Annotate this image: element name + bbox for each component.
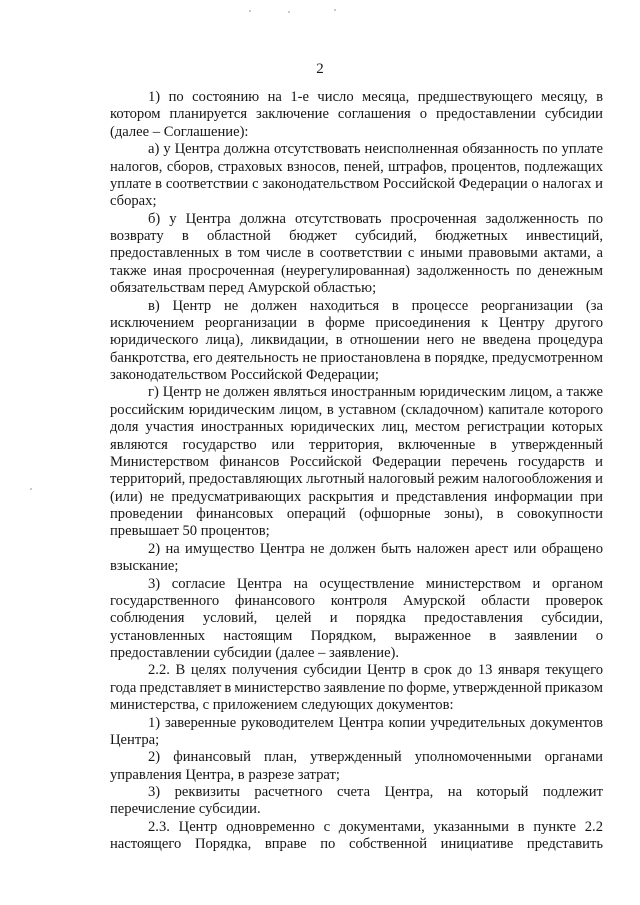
text-line: сборах; — [110, 193, 157, 210]
text-line: обязательствам перед Амурской областью; — [110, 280, 377, 297]
text-line: 1) по состоянию на 1-е число месяца, предшествующего месяцу, в — [148, 89, 603, 105]
text-line: также иная просроченная (неурегулированная) задолженность по денежным — [110, 262, 603, 279]
text-line: уплате в соответствии с законодательством Российской Федерации о налогах и — [110, 175, 603, 192]
text-line: перечисление субсидии. — [110, 801, 261, 818]
text-line: б) у Центра должна отсутствовать просроченная задолженность по — [148, 210, 603, 227]
text-line: законодательством Российской Федерации; — [110, 367, 379, 383]
text-line: 2.2. В целях получения субсидии Центр в срок до 13 января текущего — [148, 662, 603, 679]
text-line: возврату в областной бюджет субсидий, бюджетных инвестиций, — [110, 228, 603, 244]
text-line: 2.3. Центр одновременно с документами, указанными в пункте 2.2 — [148, 818, 603, 835]
text-line: банкротства, его деятельность не приостановлена в порядке, предусмотренном — [110, 349, 603, 366]
text-line: (далее – Соглашение): — [110, 123, 249, 140]
text-line: 3) согласие Центра на осуществление министерством и органом — [148, 575, 603, 592]
text-line: 1) заверенные руководителем Центра копии учредительных документов — [148, 714, 603, 731]
text-line: юридического лица), ликвидации, в отношении него не введена процедура — [110, 332, 603, 349]
page-number: 2 — [316, 61, 324, 77]
scan-artifact — [249, 10, 251, 12]
text-line: министерства, с приложением следующих документов: — [110, 697, 454, 714]
text-line: превышает 50 процентов; — [110, 523, 270, 540]
text-line: российским юридическим лицом, в уставном (складочном) капитале которого — [110, 401, 603, 418]
text-line: налогов, сборов, страховых взносов, пеней, штрафов, процентов, подлежащих — [110, 158, 603, 175]
text-line: проведении финансовых операций (офшорные зоны), в совокупности — [110, 506, 603, 522]
document-body — [110, 89, 603, 854]
text-line: Министерством финансов Российской Федерации перечень государств и — [110, 453, 603, 470]
text-line: установленных настоящим Порядком, выраженное в заявлении о — [110, 627, 603, 644]
text-line: Центра; — [110, 731, 160, 748]
scan-artifact — [288, 11, 290, 13]
text-line: являются государство или территория, включенные в утвержденный — [110, 436, 603, 453]
text-line: территорий, предоставляющих льготный налоговый режим налогообложения и — [110, 471, 603, 488]
text-line: предоставленных в том числе в соответствии с иными правовыми актами, а — [110, 245, 603, 262]
text-line: настоящего Порядка, вправе по собственной инициативе представить — [110, 836, 603, 853]
text-line: предоставлении субсидии (далее – заявление). — [110, 645, 400, 661]
scan-artifact — [30, 488, 32, 490]
text-line: 3) реквизиты расчетного счета Центра, на который подлежит — [148, 784, 603, 800]
text-line: государственного финансового контроля Амурской области проверок — [110, 592, 603, 609]
text-line: взыскание; — [110, 558, 179, 575]
text-line: доля участия иностранных юридических лиц, местом регистрации которых — [110, 419, 603, 436]
text-line: исключением реорганизации в форме присоединения к Центру другого — [110, 314, 603, 331]
text-line: г) Центр не должен являться иностранным юридическим лицом, а также — [148, 384, 603, 401]
text-line: 2) на имущество Центра не должен быть наложен арест или обращено — [148, 540, 603, 557]
text-line: управления Центра, в разрезе затрат; — [110, 766, 340, 783]
text-line: а) у Центра должна отсутствовать неисполненная обязанность по уплате — [148, 141, 603, 158]
text-line: 2) финансовый план, утвержденный уполномоченными органами — [148, 749, 603, 766]
text-line: соблюдения условий, целей и порядка предоставления субсидии, — [110, 610, 603, 627]
text-line: в) Центр не должен находиться в процессе реорганизации (за — [148, 297, 603, 314]
text-line: котором планируется заключение соглашения о предоставлении субсидии — [110, 106, 603, 123]
scan-artifact — [334, 9, 336, 11]
text-line: года представляет в министерство заявление по форме, утвержденной приказом — [110, 679, 603, 696]
text-line: (или) не предусматривающих раскрытия и представления информации при — [110, 488, 603, 505]
